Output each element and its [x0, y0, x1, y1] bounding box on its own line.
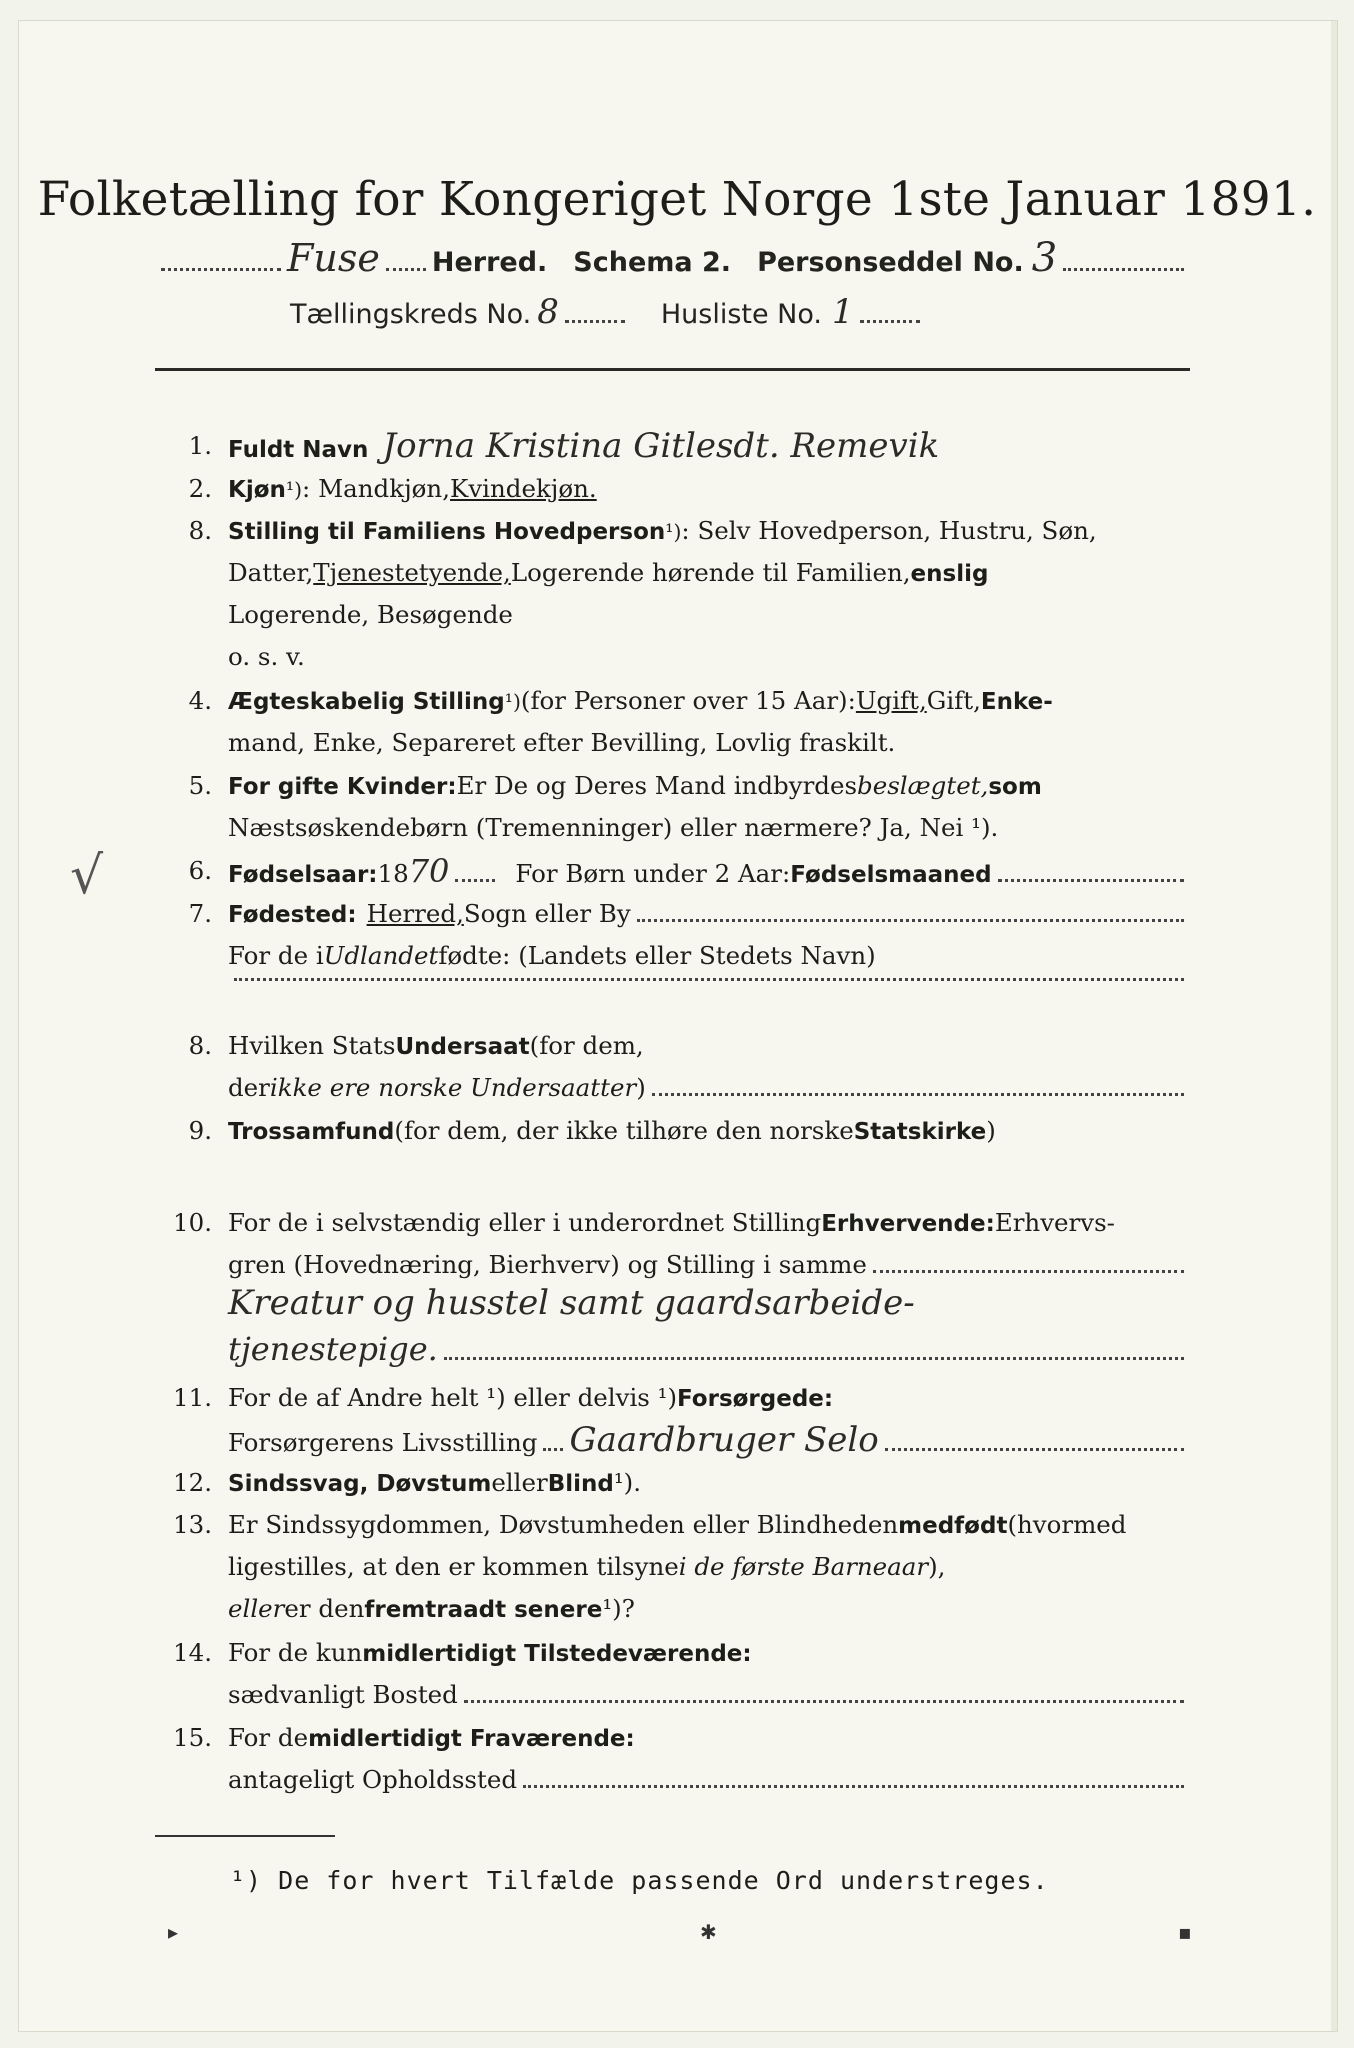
- item-9-text: [228, 1110, 1190, 1153]
- family-position-options-2: Logerende hørende til Familien,: [510, 558, 911, 587]
- presumed-stay-dots: [523, 1784, 1184, 1788]
- item-7-line-1: [228, 893, 1190, 936]
- item-10-number: 10.: [173, 1208, 212, 1237]
- item-4-number: 4.: [188, 686, 212, 715]
- congenital-question: Er Sindssygdommen, Døvstumheden eller Blindheden: [228, 1510, 899, 1539]
- punch-mark-right: ▪: [1178, 1920, 1192, 1944]
- disability-or: eller: [491, 1468, 548, 1497]
- family-position-footnote-mark: ¹): [665, 520, 682, 544]
- header-rule: [155, 368, 1190, 371]
- birth-year-dots: [455, 878, 495, 882]
- occupation-qualifier: gren (Hovednæring, Bierhverv) og Stilling i samme: [228, 1250, 867, 1279]
- temp-absent-prefix: For de: [228, 1723, 309, 1752]
- citizenship-prefix: Hvilken Stats: [228, 1031, 396, 1060]
- item-11-line-1: [228, 1377, 1190, 1420]
- item-15-line-2: [228, 1759, 1190, 1801]
- disability-blind: Blind: [547, 1471, 614, 1497]
- usual-residence-label: sædvanligt Bosted: [228, 1680, 458, 1709]
- page-edge: [1331, 21, 1337, 2031]
- item-8-line-2: [228, 1067, 1190, 1109]
- birth-year-value: 70: [408, 852, 450, 890]
- occupation-prefix: For de i selvstændig eller i underordnet Stilling: [228, 1208, 822, 1237]
- birth-year-label: Fødselsaar:: [228, 862, 378, 888]
- family-position-options-3: Logerende, Besøgende: [228, 600, 513, 629]
- occupation-value-1: Kreatur og husstel samt gaardsarbeide-: [228, 1283, 915, 1323]
- congenital-childhood: i de første Barneaar: [678, 1552, 929, 1581]
- item-4-line-1: [228, 680, 1190, 723]
- schema-label: Schema 2.: [573, 247, 732, 278]
- herred-line: [155, 235, 1190, 281]
- occupation-value-2: tjenestepige.: [228, 1330, 438, 1368]
- sex-options: : Mandkjøn,: [302, 474, 451, 503]
- birthplace-dots: [637, 918, 1184, 922]
- family-position-selected: Tjenestetyende,: [313, 558, 511, 587]
- item-8-number: 8.: [188, 1031, 212, 1060]
- supported-label: Forsørgede:: [677, 1386, 834, 1412]
- supported-prefix: For de af Andre helt ¹) eller delvis ¹): [228, 1383, 678, 1412]
- item-5-line-1: [228, 765, 1190, 808]
- temp-present-prefix: For de kun: [228, 1638, 363, 1667]
- sex-footnote-mark: ¹): [285, 478, 303, 502]
- marital-qualifier: (for Personer over 15 Aar):: [520, 686, 856, 715]
- item-1-text: [228, 425, 1190, 471]
- marital-selected: Ugift,: [855, 686, 927, 715]
- marital-footnote-mark: ¹): [504, 690, 521, 714]
- item-3-line-3: [228, 594, 1190, 636]
- presumed-stay-label: antageligt Opholdssted: [228, 1765, 517, 1794]
- punch-mark-center: ✱: [700, 1920, 717, 1944]
- item-12-number: 12.: [173, 1468, 212, 1497]
- family-position-label: Stilling til Familiens Hovedperson: [228, 519, 666, 545]
- item-6-text: [228, 850, 1190, 896]
- item-1-number: 1.: [188, 431, 212, 460]
- item-7-number: 7.: [188, 899, 212, 928]
- herred-dots-lead: [161, 267, 281, 271]
- birth-year-prefix: 18: [377, 859, 409, 888]
- item-10-line-4: [228, 1328, 1190, 1370]
- marital-status-label: Ægteskabelig Stilling: [228, 689, 505, 715]
- form-title: Folketælling for Kongeriget Norge 1ste Januar 1891.: [37, 172, 1317, 227]
- item-10-line-1: [228, 1202, 1190, 1245]
- birthplace-label: Fødested:: [228, 902, 357, 928]
- congenital-line-2: ligestilles, at den er kommen tilsyne: [228, 1552, 679, 1581]
- item-13-line-3: [228, 1588, 1190, 1631]
- citizenship-label: Undersaat: [395, 1034, 530, 1060]
- item-15-number: 15.: [173, 1723, 212, 1752]
- full-name-value: Jorna Kristina Gitlesdt. Remevik: [382, 426, 940, 466]
- item-6-number: 6.: [188, 856, 212, 885]
- birth-month-label: Fødselsmaaned: [790, 862, 992, 888]
- herred-value: Fuse: [287, 236, 380, 280]
- religion-label: Trossamfund: [228, 1119, 395, 1145]
- footnote: ¹) De for hvert Tilfælde passende Ord understreges.: [230, 1866, 1049, 1895]
- marital-option-enke: Enke-: [980, 689, 1053, 715]
- item-3-line-1: [228, 510, 1190, 553]
- foreign-born-udlandet: Udlandet: [323, 941, 439, 970]
- temp-absent-label: midlertidigt Fraværende:: [308, 1726, 635, 1752]
- taellingskreds-dots: [565, 319, 625, 323]
- item-3-line-2: [228, 552, 1190, 595]
- provider-dots: [885, 1447, 1184, 1451]
- item-3-number: 8.: [188, 516, 212, 545]
- item-13-line-1: [228, 1504, 1190, 1547]
- punch-mark-left: ▸: [168, 1920, 179, 1944]
- personseddel-label: Personseddel No.: [757, 247, 1024, 278]
- family-position-etc: o. s. v.: [228, 642, 305, 671]
- item-3-line-4: [228, 636, 1190, 678]
- congenital-later: fremtraadt senere: [364, 1597, 603, 1623]
- herred-label: Herred.: [431, 247, 548, 278]
- item-7-line-3: [228, 977, 1190, 987]
- marital-options-2: mand, Enke, Separeret efter Bevilling, Lovlig fraskilt.: [228, 728, 896, 757]
- congenital-er-den: er den: [284, 1594, 365, 1623]
- citizenship-non-norwegian: ikke ere norske Undersaatter: [269, 1073, 637, 1102]
- occupation-label: Erhvervende:: [821, 1211, 995, 1237]
- family-position-option-datter: Datter,: [228, 558, 314, 587]
- religion-qualifier: (for dem, der ikke tilhøre den norske: [394, 1116, 854, 1145]
- taellingskreds-value: 8: [537, 292, 559, 332]
- item-15-line-1: [228, 1717, 1190, 1760]
- occupation-dots-1: [873, 1269, 1184, 1273]
- foreign-born-dots: [234, 977, 1184, 981]
- item-5-line-2: [228, 807, 1190, 849]
- congenital-paren: ),: [928, 1552, 946, 1581]
- congenital-eller: eller: [228, 1594, 285, 1623]
- citizenship-qualifier: (for dem,: [529, 1031, 644, 1060]
- congenital-hvormed: (hvormed: [1007, 1510, 1127, 1539]
- congenital-label: medfødt: [898, 1513, 1008, 1539]
- marital-option-gift: Gift,: [926, 686, 981, 715]
- item-14-line-1: [228, 1632, 1190, 1675]
- temp-present-label: midlertidigt Tilstedeværende:: [362, 1641, 752, 1667]
- disability-footnote: ¹).: [613, 1468, 642, 1497]
- herred-dots-trail: [386, 267, 426, 271]
- sex-selected: Kvindekjøn.: [450, 474, 597, 503]
- birthplace-options: Sogn eller By: [463, 899, 631, 928]
- item-10-line-2: [228, 1244, 1190, 1286]
- married-women-related: beslægtet,: [857, 771, 989, 800]
- item-7-line-2: [228, 935, 1190, 977]
- foreign-born-prefix: For de i: [228, 941, 324, 970]
- married-women-question-2: Næstsøskendebørn (Tremenninger) eller nærmere? Ja, Nei ¹).: [228, 813, 999, 842]
- personseddel-value: 3: [1031, 235, 1058, 281]
- citizenship-der: der: [228, 1073, 270, 1102]
- husliste-value: 1: [832, 292, 854, 332]
- citizenship-paren: ): [636, 1073, 646, 1102]
- provider-label: Forsørgerens Livsstilling: [228, 1428, 538, 1457]
- birthplace-selected: Herred,: [366, 899, 464, 928]
- full-name-label: Fuldt Navn: [228, 437, 369, 463]
- item-13-number: 13.: [173, 1510, 212, 1539]
- item-8-line-1: [228, 1025, 1190, 1068]
- personseddel-dots: [1063, 267, 1184, 271]
- item-4-line-2: [228, 722, 1190, 764]
- occupation-erhvervs: Erhvervs-: [994, 1208, 1115, 1237]
- married-women-label: For gifte Kvinder:: [228, 774, 457, 800]
- footnote-rule: [155, 1835, 335, 1837]
- item-13-line-2: [228, 1546, 1190, 1588]
- provider-value: Gaardbruger Selo: [569, 1420, 879, 1460]
- item-2-number: 2.: [188, 474, 212, 503]
- item-14-number: 14.: [173, 1638, 212, 1667]
- husliste-label: Husliste No.: [660, 299, 822, 330]
- item-14-line-2: [228, 1674, 1190, 1716]
- married-women-question: Er De og Deres Mand indbyrdes: [456, 771, 858, 800]
- item-9-number: 9.: [188, 1116, 212, 1145]
- taellingskreds-label: Tællingskreds No.: [290, 299, 532, 330]
- husliste-dots: [860, 319, 920, 323]
- citizenship-dots: [652, 1092, 1184, 1096]
- item-11-line-2: [228, 1419, 1190, 1464]
- congenital-footnote: ¹)?: [602, 1594, 635, 1623]
- item-5-number: 5.: [188, 771, 212, 800]
- family-position-options-1: : Selv Hovedperson, Hustru, Søn,: [681, 516, 1097, 545]
- taellingskreds-line: [290, 292, 1090, 332]
- usual-residence-dots: [464, 1699, 1184, 1703]
- item-12-text: [228, 1462, 1190, 1505]
- married-women-som: som: [988, 774, 1042, 800]
- margin-check-mark: √: [70, 846, 104, 906]
- item-11-number: 11.: [173, 1383, 212, 1412]
- birth-month-dots: [998, 878, 1184, 882]
- item-2-text: [228, 468, 1190, 511]
- disability-label: Sindssvag, Døvstum: [228, 1471, 492, 1497]
- religion-statskirke: Statskirke: [853, 1119, 987, 1145]
- item-10-line-3: [228, 1282, 1190, 1324]
- sex-label: Kjøn: [228, 477, 286, 503]
- foreign-born-question: fødte: (Landets eller Stedets Navn): [438, 941, 876, 970]
- family-position-enslig: enslig: [910, 561, 989, 587]
- birth-month-qualifier: For Børn under 2 Aar:: [515, 859, 791, 888]
- provider-dots-lead: [543, 1447, 563, 1451]
- religion-paren: ): [986, 1116, 996, 1145]
- occupation-dots-2: [444, 1356, 1184, 1360]
